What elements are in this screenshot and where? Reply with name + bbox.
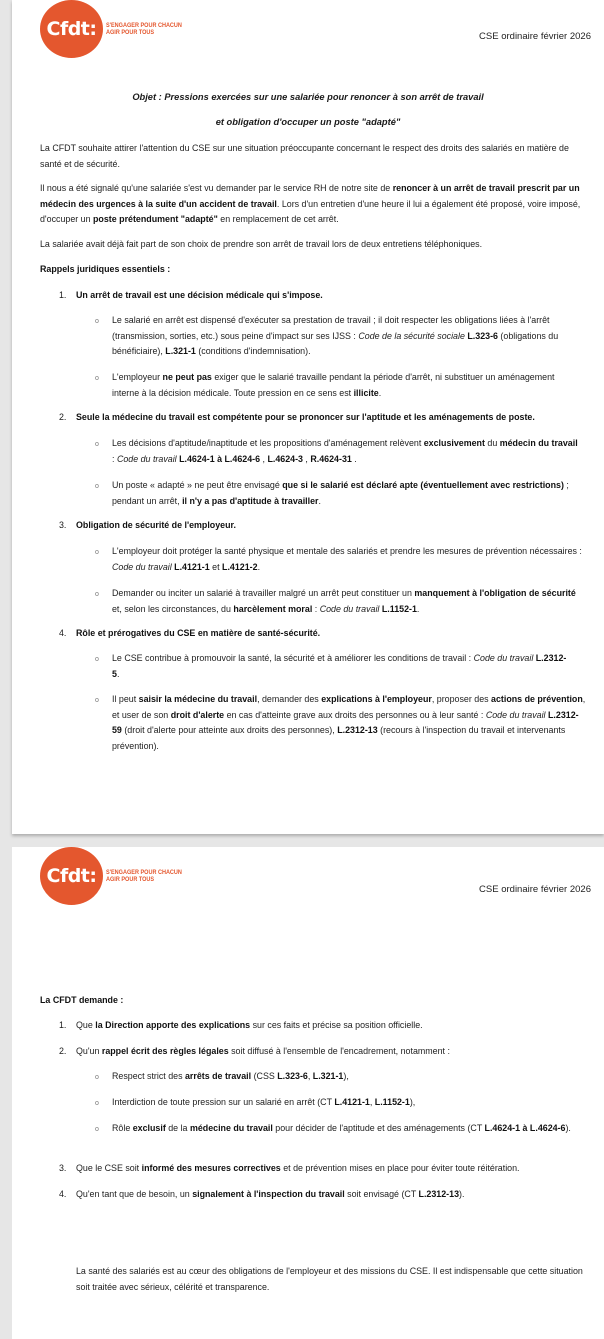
demande-item-2-bullet-3: Rôle exclusif de la médecine du travail pour décider de l'aptitude et des aménagements (CT L.4624-1 à L.4624-6). (112, 1123, 571, 1133)
bullet-icon: o (95, 591, 99, 598)
subject-line-2: et obligation d'occuper un poste "adapté" (215, 117, 401, 127)
intro-paragraph-2: Il nous a été signalé qu'une salariée s'est vu demander par le service RH de notre site de renoncer à un arrêt de travail prescrit par un médecin des urgences à la suite d'un accident de travail. Lors d'un entretien d'une heure il lui a également été proposé, voire imposé, d'occuper un poste prétendument "adapté" en remplacement de cet arrêt. (40, 183, 581, 224)
document-page-2 (12, 847, 604, 1339)
logo-tagline: S'ENGAGER POUR CHACUN AGIR POUR TOUS (106, 22, 182, 36)
demande-item-2: Qu'un rappel écrit des règles légales soit diffusé à l'ensemble de l'encadrement, notamment : (76, 1046, 450, 1056)
demande-title: La CFDT demande : (40, 995, 124, 1005)
rappel-2-bullet-2: Un poste « adapté » ne peut être envisagé que si le salarié est déclaré apte (éventuellement avec restrictions) ; pendant un arrêt, il n'y a pas d'aptitude à travailler. (112, 480, 569, 506)
demande-item-3: Que le CSE soit informé des mesures correctives et de prévention mises en place pour éviter toute réitération. (76, 1163, 520, 1173)
item-number: 2. (59, 1046, 67, 1056)
demande-item-1: Que la Direction apporte des explications sur ces faits et précise sa position officielle. (76, 1020, 423, 1030)
rappel-4-bullet-2: Il peut saisir la médecine du travail, demander des explications à l'employeur, proposer des actions de prévention, et user de son droit d'alerte en cas d'atteinte grave aux droits des personnes ou à leur santé : Code du travail L.2312-59 (droit d'alerte pour atteinte aux droits des personnes), L.2312-13 (recours à l'inspection du travail et intervenants prévention). (112, 694, 586, 751)
item-number: 4. (59, 1189, 67, 1199)
demande-item-2-bullet-2: Interdiction de toute pression sur un salarié en arrêt (CT L.4121-1, L.1152-1), (112, 1097, 416, 1107)
logo-tagline: S'ENGAGER POUR CHACUN AGIR POUR TOUS (106, 869, 182, 883)
rappel-3-bullet-1: L'employeur doit protéger la santé physique et mentale des salariés et prendre les mesures de prévention nécessaires : Code du travail L.4121-1 et L.4121-2. (112, 546, 582, 572)
logo-circle: Cfdt: (40, 0, 103, 58)
bullet-icon: o (95, 549, 99, 556)
rappel-2-title: Seule la médecine du travail est compétente pour se prononcer sur l'aptitude et les aménagements de poste. (76, 412, 535, 422)
rappel-3-title: Obligation de sécurité de l'employeur. (76, 520, 236, 530)
rappel-4-bullet-1: Le CSE contribue à promouvoir la santé, la sécurité et à améliorer les conditions de travail : Code du travail L.2312-5. (112, 653, 567, 679)
subject-line-1: Objet : Pressions exercées sur une salariée pour renoncer à son arrêt de travail (132, 92, 484, 102)
cfdt-logo (40, 0, 195, 58)
rappel-1-bullet-2: L'employeur ne peut pas exiger que le salarié travaille pendant la période d'arrêt, ni substituer un aménagement interne à la décision médicale. Toute pression en ce sens est illicite. (112, 372, 555, 398)
bullet-icon: o (95, 441, 99, 448)
rappels-title: Rappels juridiques essentiels : (40, 264, 171, 274)
cfdt-logo (40, 847, 195, 905)
bullet-icon: o (95, 697, 99, 704)
item-number: 3. (59, 520, 67, 530)
logo-circle: Cfdt: (40, 847, 103, 905)
demande-item-2-bullet-1: Respect strict des arrêts de travail (CSS L.323-6, L.321-1), (112, 1071, 349, 1081)
bullet-icon: o (95, 1074, 99, 1081)
bullet-icon: o (95, 1100, 99, 1107)
bullet-icon: o (95, 483, 99, 490)
item-number: 1. (59, 290, 67, 300)
rappel-2-bullet-1: Les décisions d'aptitude/inaptitude et les propositions d'aménagement relèvent exclusivement du médecin du travail : Code du travail L.4624-1 à L.4624-6 , L.4624-3 , R.4624-31 . (112, 438, 578, 464)
intro-paragraph-1: La CFDT souhaite attirer l'attention du CSE sur une situation préoccupante concernant le respect des droits des salariés en matière de santé et de sécurité. (40, 143, 569, 169)
demande-item-4: Qu'en tant que de besoin, un signalement à l'inspection du travail soit envisagé (CT L.2312-13). (76, 1189, 465, 1199)
bullet-icon: o (95, 656, 99, 663)
rappel-4-title: Rôle et prérogatives du CSE en matière de santé-sécurité. (76, 628, 321, 638)
meeting-label: CSE ordinaire février 2026 (479, 884, 591, 895)
rappel-3-bullet-2: Demander ou inciter un salarié à travailler malgré un arrêt peut constituer un manquement à l'obligation de sécurité et, selon les circonstances, du harcèlement moral : Code du travail L.1152-1. (112, 588, 576, 614)
document-page-1 (12, 0, 604, 834)
bullet-icon: o (95, 318, 99, 325)
conclusion-paragraph: La santé des salariés est au cœur des obligations de l'employeur et des missions du CSE. Il est indispensable que cette situation soit traitée avec sérieux, célérité et transparence. (76, 1266, 583, 1292)
rappel-1-bullet-1: Le salarié en arrêt est dispensé d'exécuter sa prestation de travail ; il doit respecter les obligations liées à l'arrêt (transmission, sorties, etc.) sous peine d'impact sur ses IJSS : Code de la sécurité sociale L.323-6 (obligations du bénéficiaire), L.321-1 (conditions d'indemnisation). (112, 315, 559, 356)
item-number: 1. (59, 1020, 67, 1030)
bullet-icon: o (95, 1126, 99, 1133)
intro-paragraph-3: La salariée avait déjà fait part de son choix de prendre son arrêt de travail lors de deux entretiens téléphoniques. (40, 239, 483, 249)
item-number: 4. (59, 628, 67, 638)
item-number: 2. (59, 412, 67, 422)
meeting-label: CSE ordinaire février 2026 (479, 31, 591, 42)
item-number: 3. (59, 1163, 67, 1173)
rappel-1-title: Un arrêt de travail est une décision médicale qui s'impose. (76, 290, 323, 300)
bullet-icon: o (95, 375, 99, 382)
